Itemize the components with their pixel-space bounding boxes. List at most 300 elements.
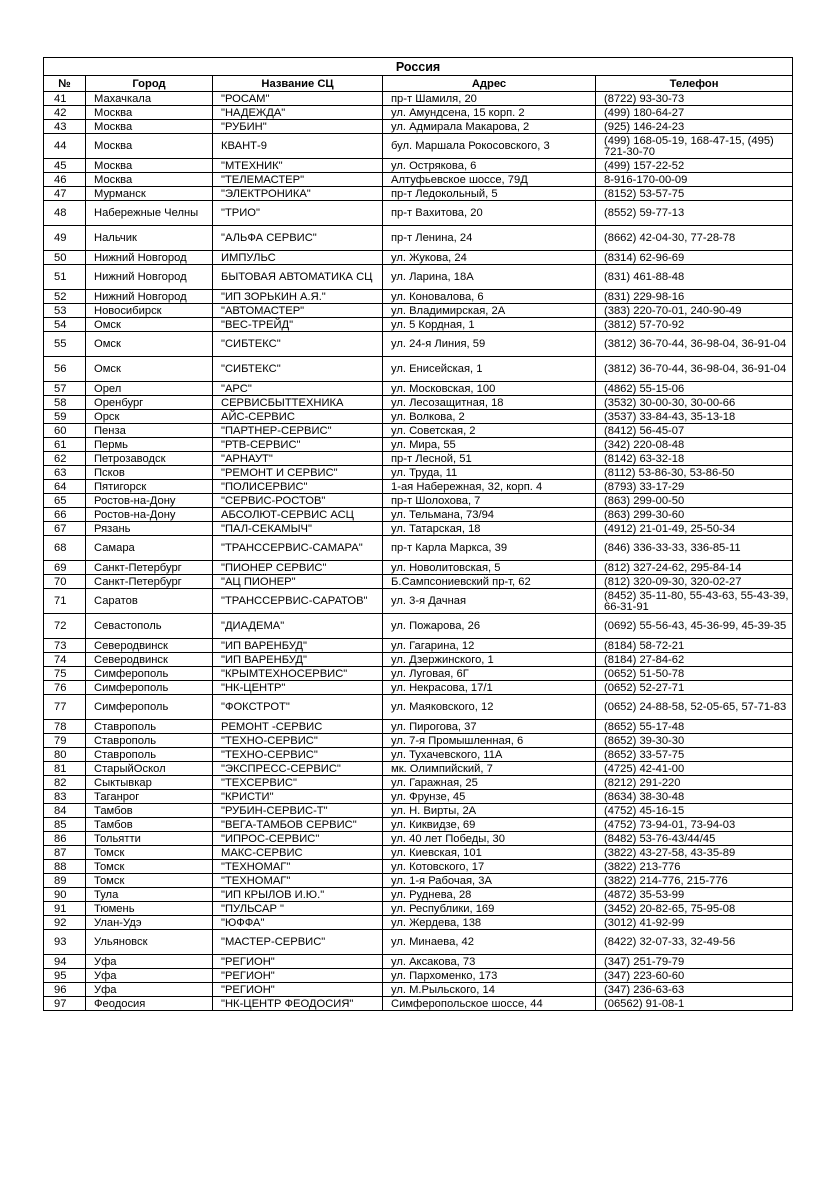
cell-address: ул. Котовского, 17 bbox=[383, 860, 596, 874]
cell-city: Уфа bbox=[86, 969, 213, 983]
cell-address: ул. Дзержинского, 1 bbox=[383, 653, 596, 667]
cell-city: Таганрог bbox=[86, 790, 213, 804]
cell-name: "КРИСТИ" bbox=[213, 790, 383, 804]
cell-address: ул. Пожарова, 26 bbox=[383, 614, 596, 639]
cell-name: "ИПРОС-СЕРВИС" bbox=[213, 832, 383, 846]
cell-name: "ТЕХНОМАГ" bbox=[213, 860, 383, 874]
cell-address: ул. Владимирская, 2А bbox=[383, 304, 596, 318]
cell-phone: (8212) 291-220 bbox=[596, 776, 793, 790]
cell-name: "АРС" bbox=[213, 382, 383, 396]
cell-name: "РТВ-СЕРВИС" bbox=[213, 438, 383, 452]
cell-phone: (499) 168-05-19, 168-47-15, (495) 721-30-70 bbox=[596, 134, 793, 159]
table-row bbox=[44, 226, 793, 251]
cell-city: Симферополь bbox=[86, 695, 213, 720]
cell-city: Ростов-на-Дону bbox=[86, 508, 213, 522]
cell-name: "РЕГИОН" bbox=[213, 983, 383, 997]
cell-address: ул. Енисейская, 1 bbox=[383, 357, 596, 382]
table-row bbox=[44, 695, 793, 720]
service-centers-sheet bbox=[43, 57, 792, 1011]
cell-phone: (8142) 63-32-18 bbox=[596, 452, 793, 466]
cell-name: СЕРВИСБЫТТЕХНИКА bbox=[213, 396, 383, 410]
cell-num: 72 bbox=[44, 614, 86, 639]
cell-address: ул. 40 лет Победы, 30 bbox=[383, 832, 596, 846]
cell-name: "МТЕХНИК" bbox=[213, 159, 383, 173]
cell-name: РЕМОНТ -СЕРВИС bbox=[213, 720, 383, 734]
cell-city: Петрозаводск bbox=[86, 452, 213, 466]
cell-phone: (8652) 33-57-75 bbox=[596, 748, 793, 762]
cell-city: Севастополь bbox=[86, 614, 213, 639]
cell-city: Омск bbox=[86, 318, 213, 332]
cell-city: Москва bbox=[86, 159, 213, 173]
cell-num: 60 bbox=[44, 424, 86, 438]
cell-phone: (831) 461-88-48 bbox=[596, 265, 793, 290]
cell-phone: (846) 336-33-33, 336-85-11 bbox=[596, 536, 793, 561]
cell-address: ул. Республики, 169 bbox=[383, 902, 596, 916]
table-row bbox=[44, 522, 793, 536]
cell-num: 57 bbox=[44, 382, 86, 396]
cell-city: Ростов-на-Дону bbox=[86, 494, 213, 508]
cell-phone: (8412) 56-45-07 bbox=[596, 424, 793, 438]
cell-name: "РЕМОНТ И СЕРВИС" bbox=[213, 466, 383, 480]
cell-city: Тольятти bbox=[86, 832, 213, 846]
cell-address: ул. Тельмана, 73/94 bbox=[383, 508, 596, 522]
table-row bbox=[44, 575, 793, 589]
cell-city: Тамбов bbox=[86, 804, 213, 818]
cell-num: 76 bbox=[44, 681, 86, 695]
table-row bbox=[44, 874, 793, 888]
cell-num: 93 bbox=[44, 930, 86, 955]
cell-phone: (0692) 55-56-43, 45-36-99, 45-39-35 bbox=[596, 614, 793, 639]
cell-num: 50 bbox=[44, 251, 86, 265]
cell-phone: (3812) 36-70-44, 36-98-04, 36-91-04 bbox=[596, 332, 793, 357]
cell-name: "ПАЛ-СЕКАМЫЧ" bbox=[213, 522, 383, 536]
table-row bbox=[44, 265, 793, 290]
table-body bbox=[44, 92, 793, 1011]
cell-phone: (0652) 51-50-78 bbox=[596, 667, 793, 681]
cell-phone: (4872) 35-53-99 bbox=[596, 888, 793, 902]
cell-city: Симферополь bbox=[86, 681, 213, 695]
table-row bbox=[44, 846, 793, 860]
cell-num: 77 bbox=[44, 695, 86, 720]
cell-name: "ЭКСПРЕСС-СЕРВИС" bbox=[213, 762, 383, 776]
cell-num: 51 bbox=[44, 265, 86, 290]
cell-city: Самара bbox=[86, 536, 213, 561]
cell-address: пр-т Шамиля, 20 bbox=[383, 92, 596, 106]
cell-name: "ТРАНССЕРВИС-САРАТОВ" bbox=[213, 589, 383, 614]
header-city: Город bbox=[86, 76, 213, 92]
cell-phone: (863) 299-00-50 bbox=[596, 494, 793, 508]
cell-name: "ДИАДЕМА" bbox=[213, 614, 383, 639]
cell-city: Мурманск bbox=[86, 187, 213, 201]
cell-phone: 8-916-170-00-09 bbox=[596, 173, 793, 187]
cell-num: 71 bbox=[44, 589, 86, 614]
cell-phone: (8652) 39-30-30 bbox=[596, 734, 793, 748]
cell-city: Пермь bbox=[86, 438, 213, 452]
cell-address: ул. Минаева, 42 bbox=[383, 930, 596, 955]
cell-phone: (4862) 55-15-06 bbox=[596, 382, 793, 396]
table-row bbox=[44, 748, 793, 762]
cell-address: пр-т Вахитова, 20 bbox=[383, 201, 596, 226]
table-row bbox=[44, 955, 793, 969]
cell-address: ул. 3-я Дачная bbox=[383, 589, 596, 614]
column-header-row bbox=[44, 76, 793, 92]
cell-phone: (4725) 42-41-00 bbox=[596, 762, 793, 776]
cell-phone: (8793) 33-17-29 bbox=[596, 480, 793, 494]
cell-city: Уфа bbox=[86, 955, 213, 969]
cell-city: Омск bbox=[86, 357, 213, 382]
table-row bbox=[44, 438, 793, 452]
cell-address: пр-т Шолохова, 7 bbox=[383, 494, 596, 508]
cell-city: Москва bbox=[86, 120, 213, 134]
table-row bbox=[44, 734, 793, 748]
table-row bbox=[44, 983, 793, 997]
cell-phone: (06562) 91-08-1 bbox=[596, 997, 793, 1011]
table-row bbox=[44, 969, 793, 983]
cell-name: "НК-ЦЕНТР" bbox=[213, 681, 383, 695]
cell-name: "ИП ВАРЕНБУД" bbox=[213, 653, 383, 667]
cell-address: ул. Жукова, 24 bbox=[383, 251, 596, 265]
cell-city: Нижний Новгород bbox=[86, 265, 213, 290]
cell-name: КВАНТ-9 bbox=[213, 134, 383, 159]
cell-city: Симферополь bbox=[86, 667, 213, 681]
cell-num: 92 bbox=[44, 916, 86, 930]
cell-name: "АЛЬФА СЕРВИС" bbox=[213, 226, 383, 251]
cell-phone: (3822) 213-776 bbox=[596, 860, 793, 874]
cell-city: Новосибирск bbox=[86, 304, 213, 318]
cell-name: "ЮФФА" bbox=[213, 916, 383, 930]
header-address: Адрес bbox=[383, 76, 596, 92]
cell-address: ул. Луговая, 6Г bbox=[383, 667, 596, 681]
cell-address: ул. Тухачевского, 11А bbox=[383, 748, 596, 762]
cell-num: 41 bbox=[44, 92, 86, 106]
cell-address: ул. 7-я Промышленная, 6 bbox=[383, 734, 596, 748]
cell-address: Б.Сампсониевский пр-т, 62 bbox=[383, 575, 596, 589]
cell-num: 88 bbox=[44, 860, 86, 874]
cell-num: 91 bbox=[44, 902, 86, 916]
table-row bbox=[44, 561, 793, 575]
cell-address: ул. Мира, 55 bbox=[383, 438, 596, 452]
cell-num: 75 bbox=[44, 667, 86, 681]
cell-phone: (0652) 24-88-58, 52-05-65, 57-71-83 bbox=[596, 695, 793, 720]
cell-num: 89 bbox=[44, 874, 86, 888]
table-row bbox=[44, 424, 793, 438]
cell-address: ул. Коновалова, 6 bbox=[383, 290, 596, 304]
cell-city: Орск bbox=[86, 410, 213, 424]
cell-name: "НАДЕЖДА" bbox=[213, 106, 383, 120]
table-row bbox=[44, 466, 793, 480]
cell-num: 84 bbox=[44, 804, 86, 818]
table-row bbox=[44, 720, 793, 734]
table-row bbox=[44, 536, 793, 561]
cell-phone: (342) 220-08-48 bbox=[596, 438, 793, 452]
cell-address: пр-т Ленина, 24 bbox=[383, 226, 596, 251]
cell-name: "РОСАМ" bbox=[213, 92, 383, 106]
cell-name: АБСОЛЮТ-СЕРВИС АСЦ bbox=[213, 508, 383, 522]
table-row bbox=[44, 106, 793, 120]
cell-city: Улан-Удэ bbox=[86, 916, 213, 930]
cell-city: Томск bbox=[86, 846, 213, 860]
table-row bbox=[44, 614, 793, 639]
cell-num: 55 bbox=[44, 332, 86, 357]
cell-city: Томск bbox=[86, 860, 213, 874]
cell-name: "ТЕХНОМАГ" bbox=[213, 874, 383, 888]
cell-phone: (8552) 59-77-13 bbox=[596, 201, 793, 226]
cell-name: "РУБИН" bbox=[213, 120, 383, 134]
cell-phone: (383) 220-70-01, 240-90-49 bbox=[596, 304, 793, 318]
cell-address: ул. 1-я Рабочая, 3А bbox=[383, 874, 596, 888]
table-row bbox=[44, 251, 793, 265]
cell-phone: (3812) 57-70-92 bbox=[596, 318, 793, 332]
service-centers-table bbox=[43, 57, 793, 1011]
table-row bbox=[44, 159, 793, 173]
cell-num: 54 bbox=[44, 318, 86, 332]
table-row bbox=[44, 790, 793, 804]
cell-phone: (4752) 45-16-15 bbox=[596, 804, 793, 818]
cell-num: 56 bbox=[44, 357, 86, 382]
cell-num: 53 bbox=[44, 304, 86, 318]
cell-name: "ТЕХНО-СЕРВИС" bbox=[213, 734, 383, 748]
cell-name: "ЭЛЕКТРОНИКА" bbox=[213, 187, 383, 201]
cell-phone: (347) 236-63-63 bbox=[596, 983, 793, 997]
cell-address: ул. 5 Кордная, 1 bbox=[383, 318, 596, 332]
table-row bbox=[44, 173, 793, 187]
cell-num: 73 bbox=[44, 639, 86, 653]
cell-num: 95 bbox=[44, 969, 86, 983]
cell-num: 61 bbox=[44, 438, 86, 452]
table-row bbox=[44, 832, 793, 846]
cell-address: бул. Маршала Рокосовского, 3 bbox=[383, 134, 596, 159]
cell-address: ул. Некрасова, 17/1 bbox=[383, 681, 596, 695]
cell-name: "ТРАНССЕРВИС-САМАРА" bbox=[213, 536, 383, 561]
cell-city: Набережные Челны bbox=[86, 201, 213, 226]
cell-phone: (8662) 42-04-30, 77-28-78 bbox=[596, 226, 793, 251]
cell-name: "ПУЛЬСАР " bbox=[213, 902, 383, 916]
cell-city: Тула bbox=[86, 888, 213, 902]
table-row bbox=[44, 589, 793, 614]
cell-name: "СИБТЕКС" bbox=[213, 332, 383, 357]
cell-num: 85 bbox=[44, 818, 86, 832]
cell-city: Санкт-Петербург bbox=[86, 575, 213, 589]
table-row bbox=[44, 382, 793, 396]
cell-phone: (4752) 73-94-01, 73-94-03 bbox=[596, 818, 793, 832]
cell-num: 82 bbox=[44, 776, 86, 790]
table-row bbox=[44, 681, 793, 695]
cell-name: "ТЕЛЕМАСТЕР" bbox=[213, 173, 383, 187]
cell-name: "КРЫМТЕХНОСЕРВИС" bbox=[213, 667, 383, 681]
cell-name: "ИП ВАРЕНБУД" bbox=[213, 639, 383, 653]
table-row bbox=[44, 332, 793, 357]
cell-name: "ИП ЗОРЬКИН А.Я." bbox=[213, 290, 383, 304]
cell-phone: (8184) 58-72-21 bbox=[596, 639, 793, 653]
cell-num: 45 bbox=[44, 159, 86, 173]
cell-city: Махачкала bbox=[86, 92, 213, 106]
cell-phone: (8314) 62-96-69 bbox=[596, 251, 793, 265]
cell-address: ул. Аксакова, 73 bbox=[383, 955, 596, 969]
cell-num: 68 bbox=[44, 536, 86, 561]
table-row bbox=[44, 667, 793, 681]
cell-phone: (8452) 35-11-80, 55-43-63, 55-43-39, 66-31-91 bbox=[596, 589, 793, 614]
cell-address: ул. Советская, 2 bbox=[383, 424, 596, 438]
table-row bbox=[44, 290, 793, 304]
cell-phone: (8482) 53-76-43/44/45 bbox=[596, 832, 793, 846]
cell-num: 80 bbox=[44, 748, 86, 762]
cell-address: ул. Киевская, 101 bbox=[383, 846, 596, 860]
cell-num: 48 bbox=[44, 201, 86, 226]
cell-num: 58 bbox=[44, 396, 86, 410]
cell-address: ул. М.Рыльского, 14 bbox=[383, 983, 596, 997]
cell-phone: (499) 157-22-52 bbox=[596, 159, 793, 173]
cell-num: 63 bbox=[44, 466, 86, 480]
cell-address: ул. Адмирала Макарова, 2 bbox=[383, 120, 596, 134]
cell-city: Ульяновск bbox=[86, 930, 213, 955]
region-header-row bbox=[44, 58, 793, 76]
cell-num: 46 bbox=[44, 173, 86, 187]
cell-name: "АЦ ПИОНЕР" bbox=[213, 575, 383, 589]
cell-phone: (3822) 214-776, 215-776 bbox=[596, 874, 793, 888]
cell-num: 87 bbox=[44, 846, 86, 860]
cell-name: МАКС-СЕРВИС bbox=[213, 846, 383, 860]
cell-name: "ТРИО" bbox=[213, 201, 383, 226]
cell-num: 86 bbox=[44, 832, 86, 846]
cell-city: Оренбург bbox=[86, 396, 213, 410]
cell-name: "ВЕС-ТРЕЙД" bbox=[213, 318, 383, 332]
cell-address: ул. 24-я Линия, 59 bbox=[383, 332, 596, 357]
cell-num: 79 bbox=[44, 734, 86, 748]
table-row bbox=[44, 888, 793, 902]
cell-phone: (499) 180-64-27 bbox=[596, 106, 793, 120]
cell-city: Томск bbox=[86, 874, 213, 888]
cell-address: Симферопольское шоссе, 44 bbox=[383, 997, 596, 1011]
cell-num: 64 bbox=[44, 480, 86, 494]
cell-name: "ПАРТНЕР-СЕРВИС" bbox=[213, 424, 383, 438]
cell-address: 1-ая Набережная, 32, корп. 4 bbox=[383, 480, 596, 494]
cell-name: "АРНАУТ" bbox=[213, 452, 383, 466]
cell-phone: (831) 229-98-16 bbox=[596, 290, 793, 304]
cell-name: "ТЕХНО-СЕРВИС" bbox=[213, 748, 383, 762]
header-phone: Телефон bbox=[596, 76, 793, 92]
cell-name: "ФОКСТРОТ" bbox=[213, 695, 383, 720]
cell-num: 66 bbox=[44, 508, 86, 522]
cell-city: Саратов bbox=[86, 589, 213, 614]
cell-num: 44 bbox=[44, 134, 86, 159]
cell-city: Москва bbox=[86, 173, 213, 187]
cell-phone: (812) 320-09-30, 320-02-27 bbox=[596, 575, 793, 589]
cell-phone: (3012) 41-92-99 bbox=[596, 916, 793, 930]
cell-address: ул. Ларина, 18А bbox=[383, 265, 596, 290]
cell-name: АЙС-СЕРВИС bbox=[213, 410, 383, 424]
cell-num: 59 bbox=[44, 410, 86, 424]
cell-num: 81 bbox=[44, 762, 86, 776]
cell-city: Северодвинск bbox=[86, 653, 213, 667]
cell-phone: (8652) 55-17-48 bbox=[596, 720, 793, 734]
cell-phone: (8722) 93-30-73 bbox=[596, 92, 793, 106]
table-row bbox=[44, 187, 793, 201]
cell-num: 67 bbox=[44, 522, 86, 536]
cell-city: Ставрополь bbox=[86, 748, 213, 762]
cell-address: ул. Фрунзе, 45 bbox=[383, 790, 596, 804]
cell-address: пр-т Карла Маркса, 39 bbox=[383, 536, 596, 561]
cell-city: Сыктывкар bbox=[86, 776, 213, 790]
cell-phone: (812) 327-24-62, 295-84-14 bbox=[596, 561, 793, 575]
cell-address: мк. Олимпийский, 7 bbox=[383, 762, 596, 776]
cell-phone: (8184) 27-84-62 bbox=[596, 653, 793, 667]
cell-address: ул. Острякова, 6 bbox=[383, 159, 596, 173]
cell-city: Нижний Новгород bbox=[86, 251, 213, 265]
cell-num: 65 bbox=[44, 494, 86, 508]
cell-address: ул. Маяковского, 12 bbox=[383, 695, 596, 720]
cell-phone: (347) 223-60-60 bbox=[596, 969, 793, 983]
cell-city: Санкт-Петербург bbox=[86, 561, 213, 575]
cell-name: "РУБИН-СЕРВИС-Т" bbox=[213, 804, 383, 818]
cell-city: Тюмень bbox=[86, 902, 213, 916]
cell-num: 96 bbox=[44, 983, 86, 997]
cell-num: 62 bbox=[44, 452, 86, 466]
cell-address: ул. Московская, 100 bbox=[383, 382, 596, 396]
cell-city: Москва bbox=[86, 134, 213, 159]
table-row bbox=[44, 396, 793, 410]
cell-address: ул. Руднева, 28 bbox=[383, 888, 596, 902]
cell-address: ул. Гагарина, 12 bbox=[383, 639, 596, 653]
table-row bbox=[44, 776, 793, 790]
cell-city: Феодосия bbox=[86, 997, 213, 1011]
table-row bbox=[44, 318, 793, 332]
table-row bbox=[44, 508, 793, 522]
cell-name: "РЕГИОН" bbox=[213, 955, 383, 969]
cell-address: ул. Амундсена, 15 корп. 2 bbox=[383, 106, 596, 120]
cell-phone: (347) 251-79-79 bbox=[596, 955, 793, 969]
cell-address: ул. Новолитовская, 5 bbox=[383, 561, 596, 575]
cell-name: ИМПУЛЬС bbox=[213, 251, 383, 265]
cell-address: ул. Татарская, 18 bbox=[383, 522, 596, 536]
cell-city: Орел bbox=[86, 382, 213, 396]
table-row bbox=[44, 92, 793, 106]
table-row bbox=[44, 762, 793, 776]
table-row bbox=[44, 804, 793, 818]
cell-phone: (8422) 32-07-33, 32-49-56 bbox=[596, 930, 793, 955]
cell-address: пр-т Лесной, 51 bbox=[383, 452, 596, 466]
cell-phone: (0652) 52-27-71 bbox=[596, 681, 793, 695]
cell-address: пр-т Ледокольный, 5 bbox=[383, 187, 596, 201]
cell-name: "РЕГИОН" bbox=[213, 969, 383, 983]
table-row bbox=[44, 201, 793, 226]
table-row bbox=[44, 653, 793, 667]
cell-address: ул. Н. Вирты, 2А bbox=[383, 804, 596, 818]
cell-name: БЫТОВАЯ АВТОМАТИКА СЦ bbox=[213, 265, 383, 290]
cell-phone: (863) 299-30-60 bbox=[596, 508, 793, 522]
cell-name: "ПИОНЕР СЕРВИС" bbox=[213, 561, 383, 575]
cell-city: СтарыйОскол bbox=[86, 762, 213, 776]
cell-phone: (3537) 33-84-43, 35-13-18 bbox=[596, 410, 793, 424]
header-num: № bbox=[44, 76, 86, 92]
cell-num: 43 bbox=[44, 120, 86, 134]
table-row bbox=[44, 639, 793, 653]
region-title: Россия bbox=[44, 58, 793, 76]
cell-city: Рязань bbox=[86, 522, 213, 536]
cell-num: 90 bbox=[44, 888, 86, 902]
table-row bbox=[44, 494, 793, 508]
table-row bbox=[44, 410, 793, 424]
cell-phone: (925) 146-24-23 bbox=[596, 120, 793, 134]
cell-num: 47 bbox=[44, 187, 86, 201]
cell-address: ул. Жердева, 138 bbox=[383, 916, 596, 930]
cell-address: ул. Гаражная, 25 bbox=[383, 776, 596, 790]
table-row bbox=[44, 304, 793, 318]
cell-num: 42 bbox=[44, 106, 86, 120]
cell-num: 74 bbox=[44, 653, 86, 667]
cell-num: 94 bbox=[44, 955, 86, 969]
table-row bbox=[44, 818, 793, 832]
table-row bbox=[44, 134, 793, 159]
